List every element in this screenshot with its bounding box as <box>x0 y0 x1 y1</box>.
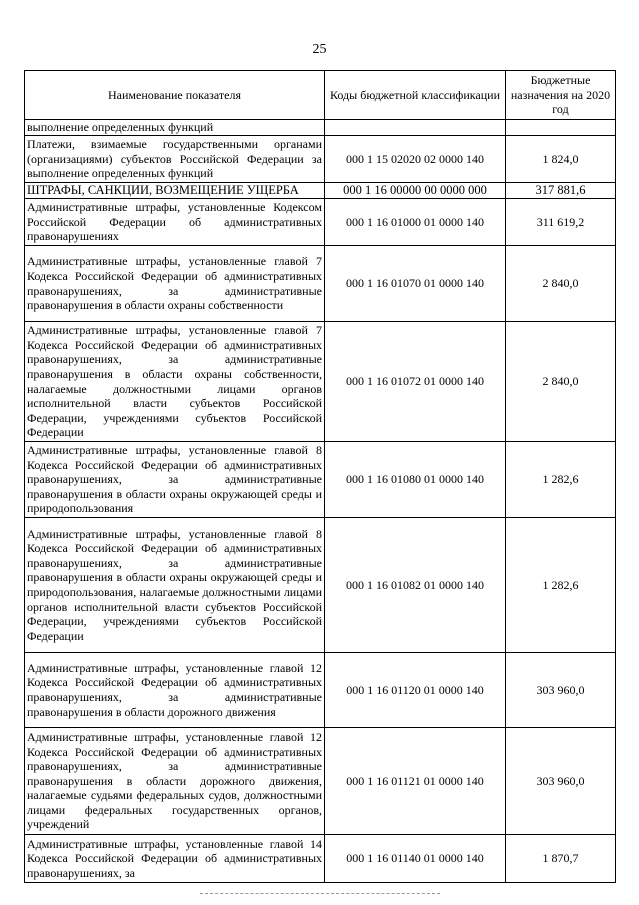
row-sum: 311 619,2 <box>506 199 616 246</box>
row-code: 000 1 16 01080 01 0000 140 <box>325 442 506 518</box>
row-code: 000 1 16 01000 01 0000 140 <box>325 199 506 246</box>
row-code: 000 1 16 01120 01 0000 140 <box>325 653 506 728</box>
row-code: 000 1 16 01140 01 0000 140 <box>325 835 506 883</box>
table-row <box>25 442 616 518</box>
header-code: Коды бюджетной классификации <box>325 71 506 120</box>
table-header-row <box>25 71 616 120</box>
row-code: 000 1 16 01082 01 0000 140 <box>325 518 506 653</box>
row-sum: 1 870,7 <box>506 835 616 883</box>
row-sum: 1 282,6 <box>506 442 616 518</box>
row-name: Административные штрафы, установленные главой 7 Кодекса Российской Федерации об административных правонарушениях, за административные правонарушения в области охраны собственности <box>25 246 325 322</box>
row-code: 000 1 15 02020 02 0000 140 <box>325 136 506 183</box>
row-code <box>325 120 506 136</box>
row-name: Административные штрафы, установленные главой 12 Кодекса Российской Федерации об административных правонарушениях, за административные правонарушения в области дорожного движения <box>25 653 325 728</box>
row-name: Платежи, взимаемые государственными органами (организациями) субъектов Российской Федерации за выполнение определенных функций <box>25 136 325 183</box>
table-row <box>25 183 616 199</box>
page-number: 25 <box>312 42 327 57</box>
row-sum: 2 840,0 <box>506 246 616 322</box>
table-row <box>25 653 616 728</box>
row-code: 000 1 16 00000 00 0000 000 <box>325 183 506 199</box>
row-code: 000 1 16 01121 01 0000 140 <box>325 728 506 835</box>
row-sum: 303 960,0 <box>506 728 616 835</box>
header-name: Наименование показателя <box>25 71 325 120</box>
row-name: выполнение определенных функций <box>25 120 325 136</box>
table-row <box>25 728 616 835</box>
table-row <box>25 246 616 322</box>
row-code: 000 1 16 01072 01 0000 140 <box>325 322 506 442</box>
row-name: Административные штрафы, установленные Кодексом Российской Федерации об административных правонарушениях <box>25 199 325 246</box>
row-sum <box>506 120 616 136</box>
header-sum: Бюджетные назначения на 2020 год <box>506 71 616 120</box>
row-name: Административные штрафы, установленные главой 14 Кодекса Российской Федерации об административных правонарушениях, за <box>25 835 325 883</box>
page-footer-divider <box>200 893 440 894</box>
row-name: Административные штрафы, установленные главой 8 Кодекса Российской Федерации об административных правонарушениях, за административные правонарушения в области охраны окружающей среды и природопользования, налагаемые должностными лицами органов исполнительной власти субъектов Российской Федерации, учреждениями субъектов Российской Федерации <box>25 518 325 653</box>
table-row <box>25 136 616 183</box>
row-name: Административные штрафы, установленные главой 12 Кодекса Российской Федерации об административных правонарушениях, за административные правонарушения в области дорожного движения, налагаемые судьями федеральных судов, должностными лицами федеральных государственных органов, учреждений <box>25 728 325 835</box>
table-row <box>25 322 616 442</box>
table-row <box>25 835 616 883</box>
table-row <box>25 120 616 136</box>
row-sum: 317 881,6 <box>506 183 616 199</box>
budget-table <box>24 70 616 883</box>
table-row <box>25 199 616 246</box>
row-name: ШТРАФЫ, САНКЦИИ, ВОЗМЕЩЕНИЕ УЩЕРБА <box>25 183 325 199</box>
row-sum: 1 282,6 <box>506 518 616 653</box>
row-name: Административные штрафы, установленные главой 7 Кодекса Российской Федерации об административных правонарушениях, за административные правонарушения в области охраны собственности, налагаемые должностными лицами органов исполнительной власти субъектов Российской Федерации, учреждениями субъектов Российской Федерации <box>25 322 325 442</box>
table-row <box>25 518 616 653</box>
row-sum: 303 960,0 <box>506 653 616 728</box>
row-sum: 2 840,0 <box>506 322 616 442</box>
row-code: 000 1 16 01070 01 0000 140 <box>325 246 506 322</box>
row-sum: 1 824,0 <box>506 136 616 183</box>
row-name: Административные штрафы, установленные главой 8 Кодекса Российской Федерации об административных правонарушениях, за административные правонарушения в области охраны окружающей среды и природопользования <box>25 442 325 518</box>
